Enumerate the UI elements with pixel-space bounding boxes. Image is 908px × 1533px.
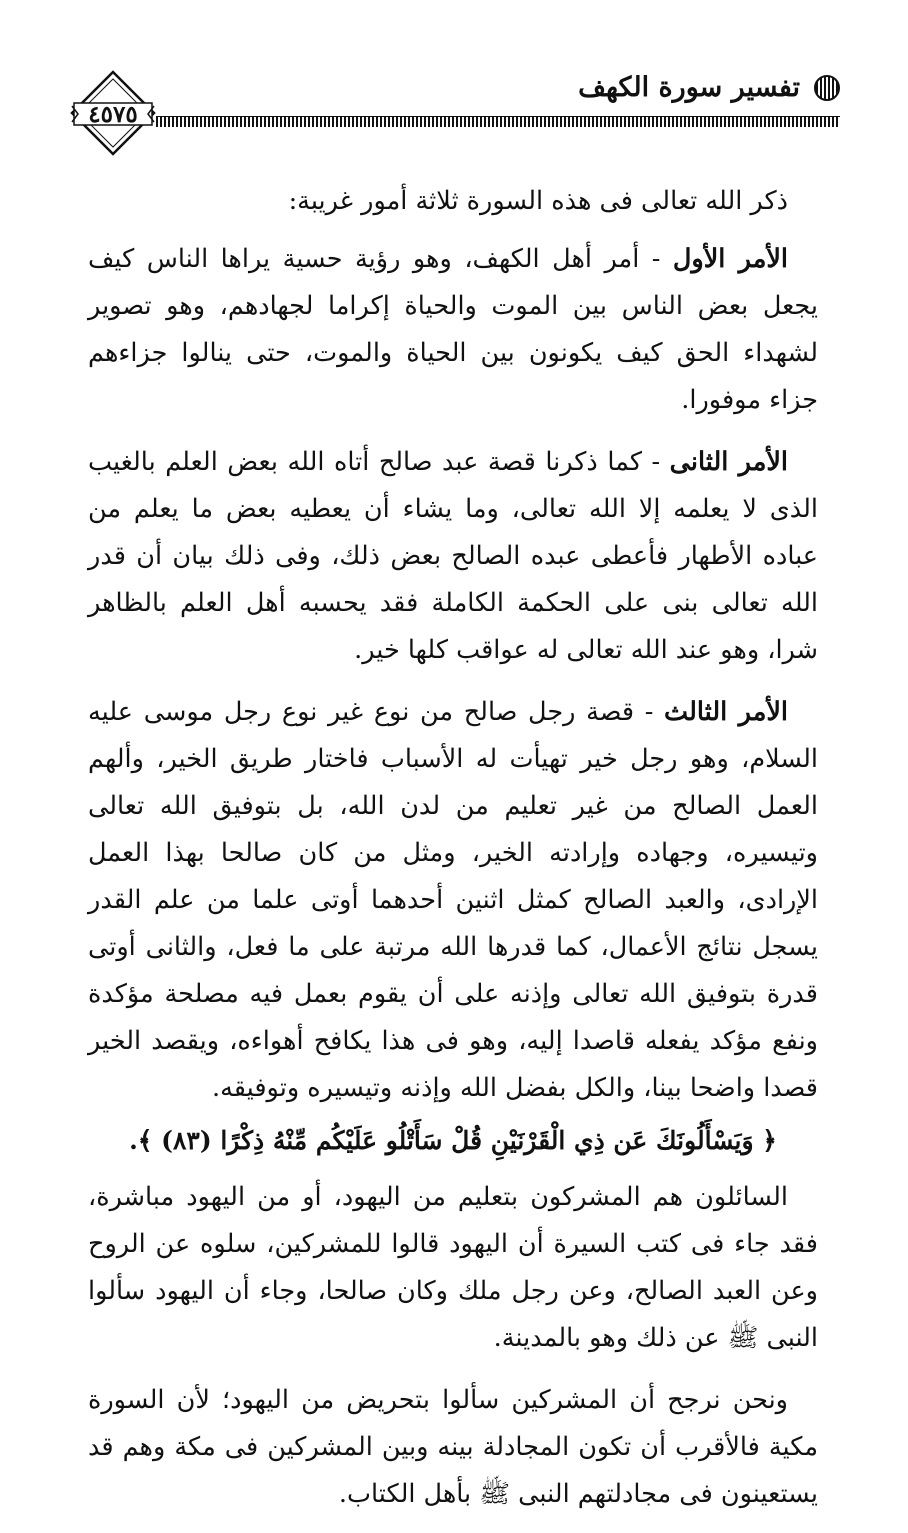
paragraph-text: - كما ذكرنا قصة عبد صالح أتاه الله بعض العلم بالغيب الذى لا يعلمه إلا الله تعالى، وما يشاء أن يعطيه بعض ما يعلم من عباده الأطهار فأعطى عبده الصالح بعض ذلك، وفى ذلك بيان أن قدر الله تعالى بنى على الحكمة الكاملة فقد يحسبه أهل العلم بالظاهر شرا، وهو عند الله تعالى له عواقب كلها خير. — [88, 447, 818, 665]
paragraph-first-matter — [88, 236, 818, 424]
quran-verse: ﴿ وَيَسْأَلُونَكَ عَن ذِي الْقَرْنَيْنِ قُلْ سَأَتْلُو عَلَيْكُم مِّنْهُ ذِكْرًا (٨٣) ﴾. — [129, 1126, 777, 1155]
intro-paragraph — [88, 178, 818, 225]
paragraph-third-matter — [88, 689, 818, 1112]
paragraph-text: - قصة رجل صالح من نوع غير نوع رجل موسى عليه السلام، وهو رجل خير تهيأت له الأسباب فاختار طريق الخير، وألهم العمل الصالح من غير تعليم من لدن الله، بل بتوفيق الله تعالى وتيسيره، وجهاده وإرادته الخير، ومثل من كان صالحا بهذا العمل الإرادى، والعبد الصالح كمثل اثنين أحدهما أوتى علما من علم القدر يسجل نتائج الأعمال، كما قدرها الله مرتبة على ما فعل، والثانى أوتى قدرة بتوفيق الله تعالى وإذنه على أن يقوم بعمل فيه مصلحة مؤكدة ونفع مؤكد يفعله قاصدا إليه، وهو فى هذا يكافح أهواءه، ويقصد الخير قصدا واضحا بينا، والكل بفضل الله وإذنه وتيسيره وتوفيقه. — [88, 697, 818, 1103]
paragraph-lead: الأمر الأول — [672, 244, 788, 274]
paragraph-text: ونحن نرجح أن المشركين سألوا بتحريض من اليهود؛ لأن السورة مكية فالأقرب أن تكون المجادلة بينه وبين المشركين فى مكة وهم قد يستعينون فى مجادلتهم النبى ﷺ بأهل الكتاب. — [88, 1385, 818, 1509]
paragraph-text: السائلون هم المشركون بتعليم من اليهود، أو من اليهود مباشرة، فقد جاء فى كتب السيرة أن اليهود قالوا للمشركين، سلوه عن الروح وعن العبد الصالح، وعن رجل ملك وكان صالحا، وجاء أن اليهود سألوا النبى ﷺ عن ذلك وهو بالمدينة. — [88, 1182, 818, 1353]
running-title — [578, 72, 840, 103]
paragraph-text: - أمر أهل الكهف، وهو رؤية حسية يراها الناس كيف يجعل بعض الناس بين الموت والحياة إكراما لجهادهم، وهو تصوير لشهداء الحق كيف يكونون بين الحياة والموت، حتى ينالوا جزاءهم جزاء موفورا. — [88, 244, 818, 415]
ornament-icon — [814, 75, 840, 101]
intro-text: ذكر الله تعالى فى هذه السورة ثلاثة أمور غريبة: — [288, 186, 788, 216]
page-header — [70, 62, 840, 162]
paragraph-askers — [88, 1174, 818, 1362]
paragraph-lead: الأمر الثالث — [664, 697, 788, 727]
running-title-text: تفسير سورة الكهف — [578, 72, 800, 103]
page-body — [88, 178, 818, 1533]
paragraph-second-matter — [88, 439, 818, 674]
page-number: ٤٥٧٥ — [88, 101, 138, 128]
paragraph-lead: الأمر الثانى — [669, 447, 788, 477]
paragraph-preference — [88, 1377, 818, 1518]
header-rule — [156, 116, 840, 127]
page-number-badge — [70, 70, 156, 156]
